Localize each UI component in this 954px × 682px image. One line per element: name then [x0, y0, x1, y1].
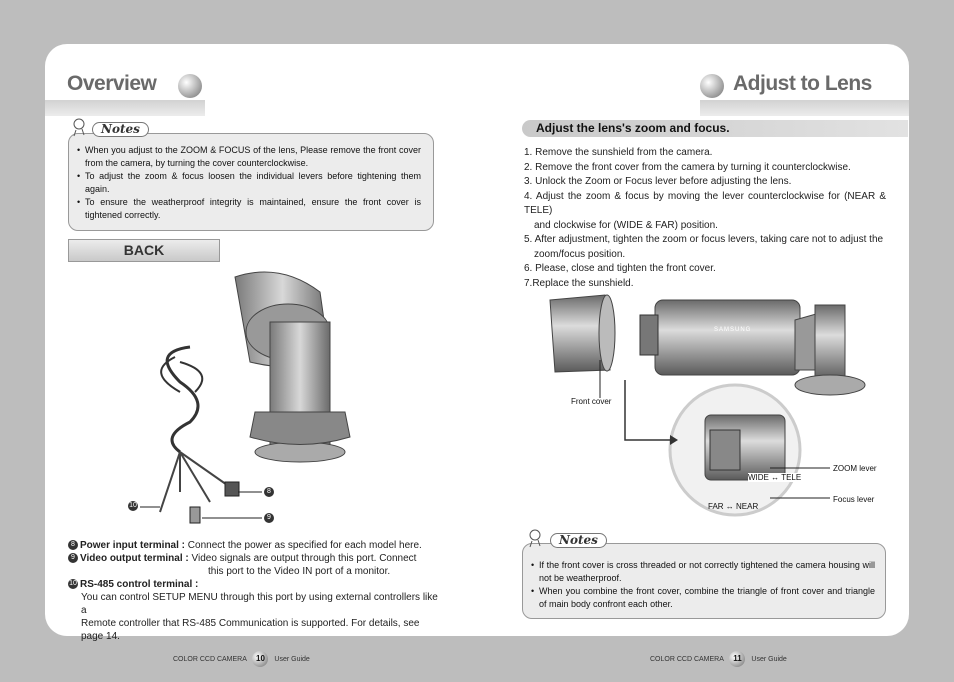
zoom-lever-label: ZOOM lever	[833, 464, 877, 473]
right-page-number: 11	[729, 651, 745, 667]
callout-8: 8	[264, 487, 274, 497]
step-7: 7.Replace the sunshield.	[524, 277, 634, 289]
left-notes-label: Notes	[92, 122, 149, 137]
step-4: 4. Adjust the zoom & focus by moving the lever counterclockwise for (NEAR & TELE)	[524, 190, 886, 216]
step-4-cont: and clockwise for (WIDE & FAR) position.	[534, 219, 718, 231]
left-footer-product: COLOR CCD CAMERA	[173, 655, 247, 663]
far-near-label: FAR ↔ NEAR	[708, 502, 759, 511]
back-tab: BACK	[68, 239, 220, 262]
step-5: 5. After adjustment, tighten the zoom or focus levers, taking care not to adjust the	[524, 234, 884, 245]
right-note-2: • When you combine the front cover, combine the triangle of front cover and triangle of main body confront each other.	[531, 585, 875, 611]
rs485-terminal-text: You can control SETUP MENU through this port by using external controllers like a	[81, 592, 438, 616]
right-footer-guide: User Guide	[751, 655, 787, 663]
left-footer-guide: User Guide	[274, 655, 310, 663]
callout-10: 10	[129, 502, 137, 509]
rs485-terminal-label: RS-485 control terminal :	[80, 579, 199, 590]
left-header-bar	[45, 100, 205, 116]
left-note-2: • To adjust the zoom & focus loosen the individual levers before tightening them again.	[77, 170, 421, 196]
notes-pen-icon-right	[526, 527, 548, 549]
brand-label: SAMSUNG	[714, 327, 752, 333]
left-title-orb-icon	[178, 74, 202, 98]
power-terminal-label: Power input terminal :	[80, 540, 186, 551]
terminal-9-badge: 9	[68, 553, 78, 563]
right-header-bar	[700, 100, 909, 116]
left-page-title: Overview	[67, 72, 157, 95]
terminal-descriptions	[68, 539, 438, 643]
section-heading: Adjust the lens's zoom and focus.	[522, 120, 908, 137]
right-notes-box	[522, 543, 886, 619]
step-3: 3. Unlock the Zoom or Focus lever before adjusting the lens.	[524, 176, 792, 187]
right-note-1: • If the front cover is cross threaded or not correctly tightened the camera housing will not be weatherproof.	[531, 559, 875, 585]
left-notes-box	[68, 133, 434, 231]
front-cover-label: Front cover	[571, 397, 612, 406]
left-note-1: • When you adjust to the ZOOM & FOCUS of the lens, Please remove the front cover from the camera, by turning the cover counterclockwise.	[77, 144, 421, 170]
video-terminal-text: Video signals are output through this port. Connect	[191, 553, 417, 564]
left-note-3: • To ensure the weatherproof integrity is maintained, ensure the front cover is tightened correctly.	[77, 196, 421, 222]
right-title-orb-icon	[700, 74, 724, 98]
step-6: 6. Please, close and tighten the front cover.	[524, 263, 716, 274]
rs485-terminal-text-2: Remote controller that RS-485 Communication is supported. For details, see page 14.	[81, 618, 420, 642]
step-5-cont: zoom/focus position.	[534, 248, 626, 260]
left-page-number: 10	[252, 651, 268, 667]
focus-lever-label: Focus lever	[833, 495, 875, 504]
camera-back-illustration	[120, 262, 360, 542]
terminal-8-badge: 8	[68, 540, 78, 550]
right-page-title: Adjust to Lens	[733, 72, 872, 95]
terminal-10-badge: 10	[69, 580, 77, 588]
notes-pen-icon	[70, 116, 92, 138]
wide-tele-label: WIDE ↔ TELE	[748, 473, 802, 482]
steps-list	[524, 146, 886, 291]
video-terminal-label: Video output terminal :	[80, 553, 189, 564]
right-footer	[650, 651, 787, 667]
left-footer	[173, 651, 310, 667]
callout-9: 9	[264, 513, 274, 523]
right-footer-product: COLOR CCD CAMERA	[650, 655, 724, 663]
power-terminal-text: Connect the power as specified for each model here.	[187, 540, 422, 551]
video-terminal-text-2: this port to the Video IN port of a monitor.	[208, 566, 391, 577]
step-1: 1. Remove the sunshield from the camera.	[524, 147, 713, 158]
step-2: 2. Remove the front cover from the camera by turning it counterclockwise.	[524, 161, 851, 173]
right-notes-label: Notes	[550, 533, 607, 548]
